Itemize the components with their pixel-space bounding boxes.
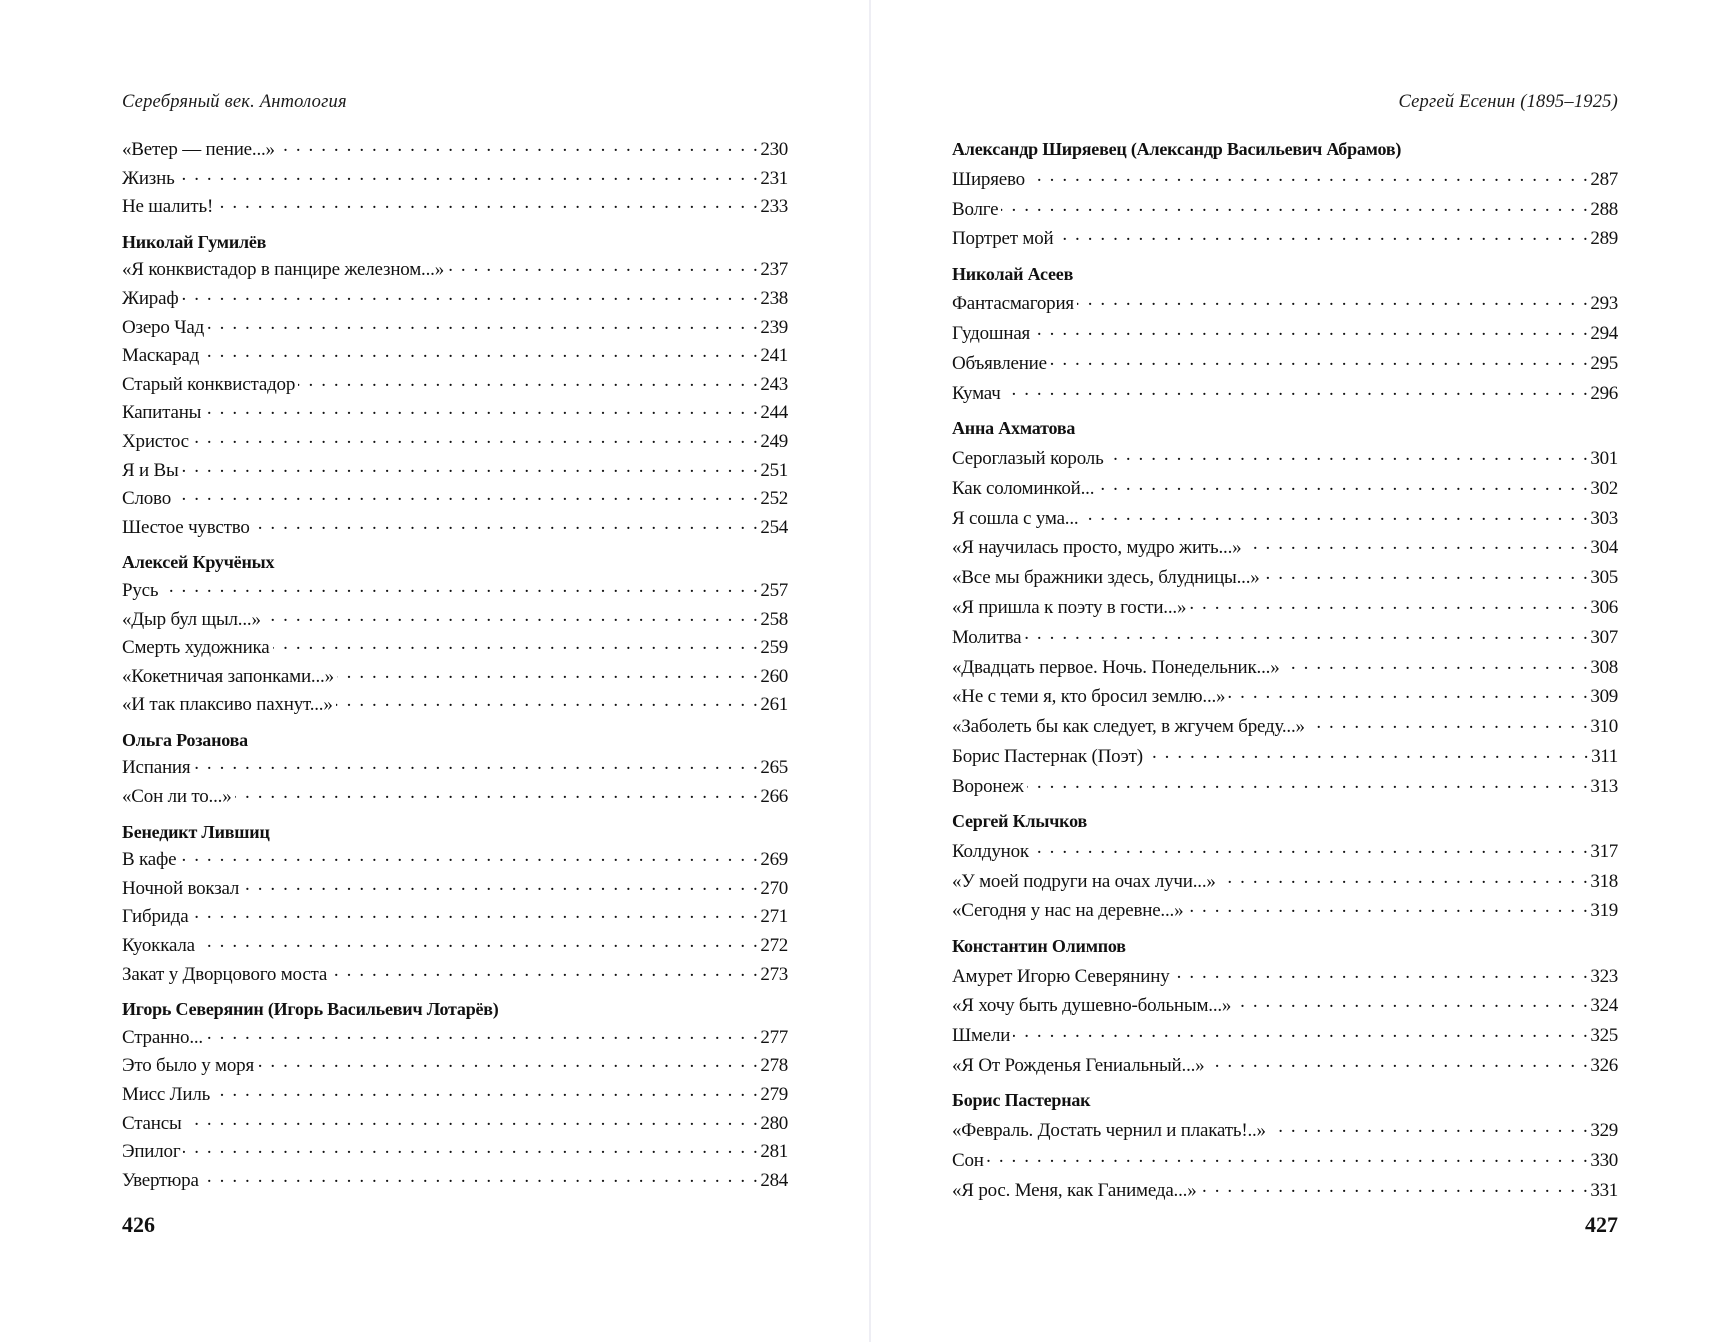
- toc-entry[interactable]: [952, 474, 1618, 504]
- toc-right: [952, 135, 1618, 1205]
- toc-entry-page: 241: [760, 345, 788, 367]
- toc-author-heading: Бенедикт Лившиц: [122, 821, 270, 842]
- toc-entry[interactable]: [122, 165, 788, 194]
- toc-entry[interactable]: [122, 634, 788, 663]
- toc-entry-title: Куоккала: [122, 935, 195, 957]
- toc-entry[interactable]: [952, 1146, 1618, 1176]
- toc-entry-title: Я и Вы: [122, 459, 179, 481]
- toc-entry-page: 238: [760, 287, 788, 309]
- toc-entry-title: Ширяево: [952, 168, 1025, 190]
- dot-leader: [1013, 1022, 1589, 1041]
- toc-entry-page: 280: [760, 1112, 788, 1134]
- toc-author-heading: Николай Гумилёв: [122, 231, 267, 252]
- toc-entry[interactable]: [122, 514, 788, 543]
- toc-entry-page: 287: [1590, 168, 1618, 190]
- toc-entry-page: 266: [760, 786, 788, 808]
- dot-leader: [1234, 992, 1589, 1011]
- dot-leader: [1308, 713, 1590, 732]
- dot-leader: [202, 342, 759, 361]
- dot-leader: [336, 691, 760, 710]
- toc-entry-title: Мисс Лиль: [122, 1084, 211, 1105]
- toc-entry-page: 277: [760, 1026, 788, 1048]
- dot-leader: [447, 256, 759, 275]
- dot-leader: [1186, 897, 1589, 916]
- toc-entry-page: 288: [1590, 198, 1618, 220]
- toc-entry-title: Сероглазый король: [952, 447, 1104, 469]
- toc-entry-page: 269: [760, 849, 788, 871]
- toc-entry-page: 239: [760, 316, 788, 338]
- toc-entry-title: «Ветер — пение...»: [122, 139, 275, 160]
- toc-entry[interactable]: [952, 837, 1618, 867]
- toc-entry-title: «Двадцать первое. Ночь. Понедельник...»: [952, 656, 1280, 678]
- toc-entry[interactable]: [122, 1081, 788, 1110]
- dot-leader: [1146, 743, 1590, 762]
- toc-entry-title: Слово: [122, 488, 171, 510]
- toc-entry-title: Старый конквистадор: [122, 373, 296, 395]
- toc-entry-page: 251: [760, 459, 788, 481]
- dot-leader: [257, 1052, 759, 1071]
- dot-leader: [242, 875, 759, 894]
- toc-entry-page: 289: [1590, 228, 1618, 250]
- toc-entry-title: Колдунок: [952, 840, 1029, 862]
- toc-entry[interactable]: [952, 1176, 1618, 1206]
- toc-entry-title: Увертюра: [122, 1169, 199, 1191]
- toc-entry-title: Стансы: [122, 1112, 182, 1134]
- toc-entry-title: Закат у Дворцового моста: [122, 963, 328, 985]
- toc-entry-page: 293: [1590, 293, 1618, 315]
- toc-entry[interactable]: [952, 772, 1618, 802]
- toc-entry-page: 329: [1590, 1120, 1618, 1141]
- toc-entry-page: 308: [1590, 656, 1618, 678]
- dot-leader: [161, 577, 759, 596]
- toc-entry[interactable]: [952, 1051, 1618, 1081]
- toc-author-heading: Борис Пастернак: [952, 1090, 1091, 1111]
- toc-entry-page: 271: [760, 906, 788, 928]
- toc-entry-title: «И так плаксиво пахнут...»: [122, 694, 333, 716]
- dot-leader: [181, 285, 759, 304]
- dot-leader: [1024, 624, 1589, 643]
- dot-leader: [987, 1147, 1590, 1166]
- toc-entry[interactable]: [952, 563, 1618, 593]
- toc-entry-title: «Заболеть бы как следует, в жгучем бреду...»: [952, 716, 1305, 738]
- toc-entry[interactable]: [122, 193, 788, 222]
- dot-leader: [191, 903, 759, 922]
- toc-entry[interactable]: [122, 903, 788, 932]
- dot-leader: [206, 1024, 759, 1043]
- toc-entry[interactable]: [952, 533, 1618, 563]
- toc-entry-page: 270: [760, 877, 788, 899]
- toc-entry[interactable]: [122, 1024, 788, 1053]
- toc-entry-page: 306: [1590, 596, 1618, 618]
- toc-entry-page: 330: [1590, 1149, 1618, 1171]
- toc-entry[interactable]: [952, 593, 1618, 623]
- dot-leader: [178, 165, 760, 184]
- toc-entry[interactable]: [952, 682, 1618, 712]
- toc-entry-page: 294: [1590, 323, 1618, 345]
- toc-entry-title: Портрет мой: [952, 228, 1054, 250]
- toc-entry[interactable]: [122, 314, 788, 343]
- toc-entry-title: Не шалить!: [122, 196, 214, 218]
- toc-entry-title: Гудошная: [952, 323, 1031, 345]
- toc-entry-page: 310: [1590, 716, 1618, 738]
- toc-entry[interactable]: [122, 932, 788, 961]
- dot-leader: [179, 846, 759, 865]
- toc-entry-page: 284: [760, 1169, 788, 1191]
- dot-leader: [207, 314, 759, 333]
- dot-leader: [193, 754, 759, 773]
- toc-entry-title: Это было у моря: [122, 1055, 255, 1077]
- dot-leader: [1056, 225, 1589, 244]
- toc-entry[interactable]: [122, 1138, 788, 1167]
- toc-entry-title: Странно...: [122, 1026, 203, 1048]
- toc-entry-page: 243: [760, 373, 788, 395]
- toc-entry-title: «Я хочу быть душевно-больным...»: [952, 995, 1232, 1017]
- toc-author-heading: Игорь Северянин (Игорь Васильевич Лотарёв): [122, 999, 499, 1020]
- toc-entry-page: 325: [1590, 1025, 1618, 1047]
- toc-entry-title: Жираф: [122, 287, 179, 309]
- toc-entry-page: 230: [760, 139, 788, 160]
- toc-entry-page: 272: [760, 935, 788, 957]
- toc-entry-page: 317: [1590, 840, 1618, 862]
- toc-entry-page: 261: [760, 694, 788, 716]
- toc-entry-title: «Я пришла к поэту в гости...»: [952, 596, 1187, 618]
- toc-entry[interactable]: [952, 991, 1618, 1021]
- toc-entry[interactable]: [122, 428, 788, 457]
- dot-leader: [1219, 868, 1590, 887]
- toc-entry-title: Сон: [952, 1149, 984, 1171]
- toc-left: [122, 136, 788, 1195]
- toc-entry[interactable]: [952, 319, 1618, 349]
- toc-entry-title: Борис Пастернак (Поэт): [952, 745, 1143, 767]
- toc-entry-title: В кафе: [122, 849, 177, 871]
- toc-author-heading: Анна Ахматова: [952, 418, 1076, 439]
- toc-entry-title: «Дыр бул щыл...»: [122, 608, 261, 630]
- dot-leader: [235, 783, 760, 802]
- toc-entry[interactable]: [952, 195, 1618, 225]
- toc-entry-title: Шестое чувство: [122, 516, 250, 538]
- dot-leader: [273, 634, 760, 653]
- toc-entry-page: 326: [1590, 1054, 1618, 1076]
- toc-entry-page: 244: [760, 402, 788, 424]
- toc-entry[interactable]: [952, 962, 1618, 992]
- toc-entry[interactable]: [952, 653, 1618, 683]
- toc-entry[interactable]: [952, 224, 1618, 254]
- toc-entry-title: «Все мы бражники здесь, блудницы...»: [952, 567, 1260, 589]
- toc-entry-title: Озеро Чад: [122, 316, 205, 338]
- dot-leader: [1244, 534, 1589, 553]
- running-head-left: Серебряный век. Антология: [122, 92, 347, 112]
- toc-entry-title: Испания: [122, 757, 191, 779]
- toc-entry[interactable]: [952, 867, 1618, 897]
- toc-entry-page: 237: [760, 259, 788, 281]
- toc-entry-title: Амурет Игорю Северянину: [952, 965, 1170, 987]
- dot-leader: [1189, 594, 1589, 613]
- toc-entry-title: Как соломинкой...: [952, 477, 1095, 499]
- toc-entry-page: 257: [760, 579, 788, 601]
- dot-leader: [213, 1081, 759, 1100]
- toc-author-heading: Николай Асеев: [952, 263, 1074, 284]
- toc-entry-title: Смерть художника: [122, 637, 270, 659]
- dot-leader: [1097, 475, 1589, 494]
- toc-entry[interactable]: [952, 896, 1618, 926]
- toc-entry[interactable]: [952, 623, 1618, 653]
- toc-entry-page: 281: [760, 1141, 788, 1163]
- toc-entry-page: 258: [760, 608, 788, 630]
- toc-entry[interactable]: [952, 349, 1618, 379]
- toc-entry-title: «Я научилась просто, мудро жить...»: [952, 537, 1242, 559]
- toc-entry[interactable]: [952, 1116, 1618, 1146]
- toc-entry-page: 303: [1590, 507, 1618, 529]
- dot-leader: [1081, 505, 1589, 524]
- toc-entry-page: 233: [760, 196, 788, 218]
- toc-entry[interactable]: [952, 165, 1618, 195]
- dot-leader: [1263, 564, 1590, 583]
- toc-entry-page: 252: [760, 488, 788, 510]
- dot-leader: [1027, 773, 1590, 792]
- page-number-right: 427: [1585, 1212, 1618, 1237]
- dot-leader: [1228, 683, 1589, 702]
- dot-leader: [1173, 963, 1590, 982]
- toc-entry-page: 309: [1590, 686, 1618, 708]
- toc-entry-page: 311: [1591, 745, 1618, 767]
- toc-entry-title: Воронеж: [952, 775, 1024, 797]
- toc-entry-title: «Я рос. Меня, как Ганимеда...»: [952, 1179, 1197, 1201]
- toc-entry-title: Ночной вокзал: [122, 877, 240, 899]
- toc-entry-page: 273: [760, 963, 788, 985]
- dot-leader: [337, 663, 760, 682]
- dot-leader: [216, 193, 759, 212]
- toc-entry-title: «Сон ли то...»: [122, 786, 232, 808]
- toc-entry[interactable]: [122, 606, 788, 635]
- page-number-left: 426: [122, 1212, 155, 1237]
- dot-leader: [1033, 320, 1589, 339]
- toc-entry-title: «Кокетничая запонками...»: [122, 665, 334, 687]
- toc-entry[interactable]: [952, 742, 1618, 772]
- toc-entry[interactable]: [952, 1021, 1618, 1051]
- toc-entry-page: 304: [1590, 537, 1618, 559]
- toc-entry[interactable]: [122, 342, 788, 371]
- toc-entry-title: Христос: [122, 430, 189, 452]
- dot-leader: [182, 457, 760, 476]
- dot-leader: [1283, 654, 1590, 673]
- toc-author-heading: Александр Ширяевец (Александр Васильевич Абрамов): [952, 139, 1402, 159]
- toc-author-heading: Сергей Клычков: [952, 811, 1087, 832]
- toc-entry-title: «У моей подруги на очах лучи...»: [952, 870, 1216, 892]
- toc-entry-page: 318: [1590, 870, 1618, 892]
- dot-leader: [1032, 838, 1589, 857]
- toc-entry-page: 323: [1590, 965, 1618, 987]
- toc-entry-title: «Я От Рожденья Гениальный...»: [952, 1054, 1205, 1076]
- toc-entry-page: 254: [760, 516, 788, 538]
- toc-entry[interactable]: [122, 136, 788, 165]
- dot-leader: [1200, 1177, 1590, 1196]
- toc-entry-title: Объявление: [952, 353, 1047, 375]
- toc-entry-page: 331: [1590, 1179, 1618, 1201]
- toc-entry-title: Шмели: [952, 1025, 1011, 1047]
- toc-entry[interactable]: [122, 399, 788, 428]
- toc-entry-title: «Сегодня у нас на деревне...»: [952, 900, 1184, 922]
- toc-entry-title: Жизнь: [122, 167, 175, 189]
- toc-entry-title: «Не с теми я, кто бросил землю...»: [952, 686, 1226, 708]
- dot-leader: [1050, 350, 1590, 369]
- toc-entry-page: 296: [1590, 382, 1618, 404]
- toc-entry-page: 324: [1590, 995, 1618, 1017]
- dot-leader: [202, 1167, 760, 1186]
- toc-entry[interactable]: [122, 846, 788, 875]
- toc-entry[interactable]: [952, 712, 1618, 742]
- toc-entry-title: Эпилог: [122, 1141, 181, 1163]
- dot-leader: [1107, 445, 1590, 464]
- toc-entry-page: 231: [760, 167, 788, 189]
- toc-entry-page: 307: [1590, 626, 1618, 648]
- dot-leader: [204, 399, 759, 418]
- dot-leader: [278, 136, 760, 155]
- toc-entry-page: 278: [760, 1055, 788, 1077]
- dot-leader: [253, 514, 760, 533]
- toc-entry[interactable]: [122, 485, 788, 514]
- toc-entry-title: Маскарад: [122, 345, 200, 367]
- dot-leader: [198, 932, 760, 951]
- toc-entry-title: Молитва: [952, 626, 1022, 648]
- toc-entry-page: 265: [760, 757, 788, 779]
- toc-entry-page: 279: [760, 1084, 788, 1105]
- toc-entry-page: 319: [1590, 900, 1618, 922]
- toc-entry[interactable]: [122, 1052, 788, 1081]
- toc-author-heading: Ольга Розанова: [122, 729, 248, 750]
- toc-entry[interactable]: [122, 577, 788, 606]
- dot-leader: [264, 606, 760, 625]
- toc-entry-title: Волге: [952, 198, 999, 220]
- toc-entry[interactable]: [122, 285, 788, 314]
- toc-entry-title: Русь: [122, 579, 159, 601]
- toc-entry-page: 313: [1590, 775, 1618, 797]
- toc-entry-page: 305: [1590, 567, 1618, 589]
- toc-entry-title: Гибрида: [122, 906, 189, 928]
- toc-entry-title: «Я конквистадор в панцире железном...»: [122, 259, 444, 281]
- dot-leader: [330, 961, 759, 980]
- toc-entry-title: Кумач: [952, 382, 1001, 404]
- dot-leader: [1207, 1052, 1589, 1071]
- toc-entry-title: Капитаны: [122, 402, 202, 424]
- toc-entry[interactable]: [952, 379, 1618, 409]
- toc-author-heading: Константин Олимпов: [952, 935, 1126, 956]
- toc-entry[interactable]: [952, 504, 1618, 534]
- dot-leader: [1028, 166, 1589, 185]
- right-page: [871, 0, 1736, 1342]
- running-head-right: Сергей Есенин (1895–1925): [1398, 92, 1618, 112]
- toc-entry[interactable]: [122, 1110, 788, 1139]
- dot-leader: [1001, 196, 1589, 215]
- toc-entry[interactable]: [122, 1167, 788, 1196]
- toc-entry[interactable]: [122, 256, 788, 285]
- toc-author-heading: Алексей Кручёных: [122, 552, 275, 573]
- toc-entry[interactable]: [122, 875, 788, 904]
- toc-entry[interactable]: [122, 961, 788, 990]
- dot-leader: [298, 371, 759, 390]
- toc-entry[interactable]: [952, 289, 1618, 319]
- toc-entry-page: 302: [1590, 477, 1618, 499]
- toc-entry[interactable]: [122, 754, 788, 783]
- toc-entry-title: Фантасмагория: [952, 293, 1074, 315]
- toc-entry-title: «Февраль. Достать чернил и плакать!..»: [952, 1120, 1266, 1141]
- toc-entry[interactable]: [122, 783, 788, 812]
- toc-entry-title: Я сошла с ума...: [952, 507, 1079, 529]
- toc-entry[interactable]: [122, 663, 788, 692]
- toc-entry[interactable]: [952, 444, 1618, 474]
- dot-leader: [192, 428, 760, 447]
- toc-entry-page: 295: [1590, 353, 1618, 375]
- toc-entry-page: 260: [760, 665, 788, 687]
- toc-entry[interactable]: [122, 691, 788, 720]
- dot-leader: [1004, 380, 1590, 399]
- toc-entry[interactable]: [122, 457, 788, 486]
- dot-leader: [183, 1138, 759, 1157]
- dot-leader: [1077, 290, 1589, 309]
- toc-entry-page: 301: [1590, 447, 1618, 469]
- dot-leader: [185, 1110, 760, 1129]
- dot-leader: [174, 485, 759, 504]
- toc-entry-page: 249: [760, 430, 788, 452]
- toc-entry[interactable]: [122, 371, 788, 400]
- toc-entry-page: 259: [760, 637, 788, 659]
- dot-leader: [1269, 1117, 1590, 1136]
